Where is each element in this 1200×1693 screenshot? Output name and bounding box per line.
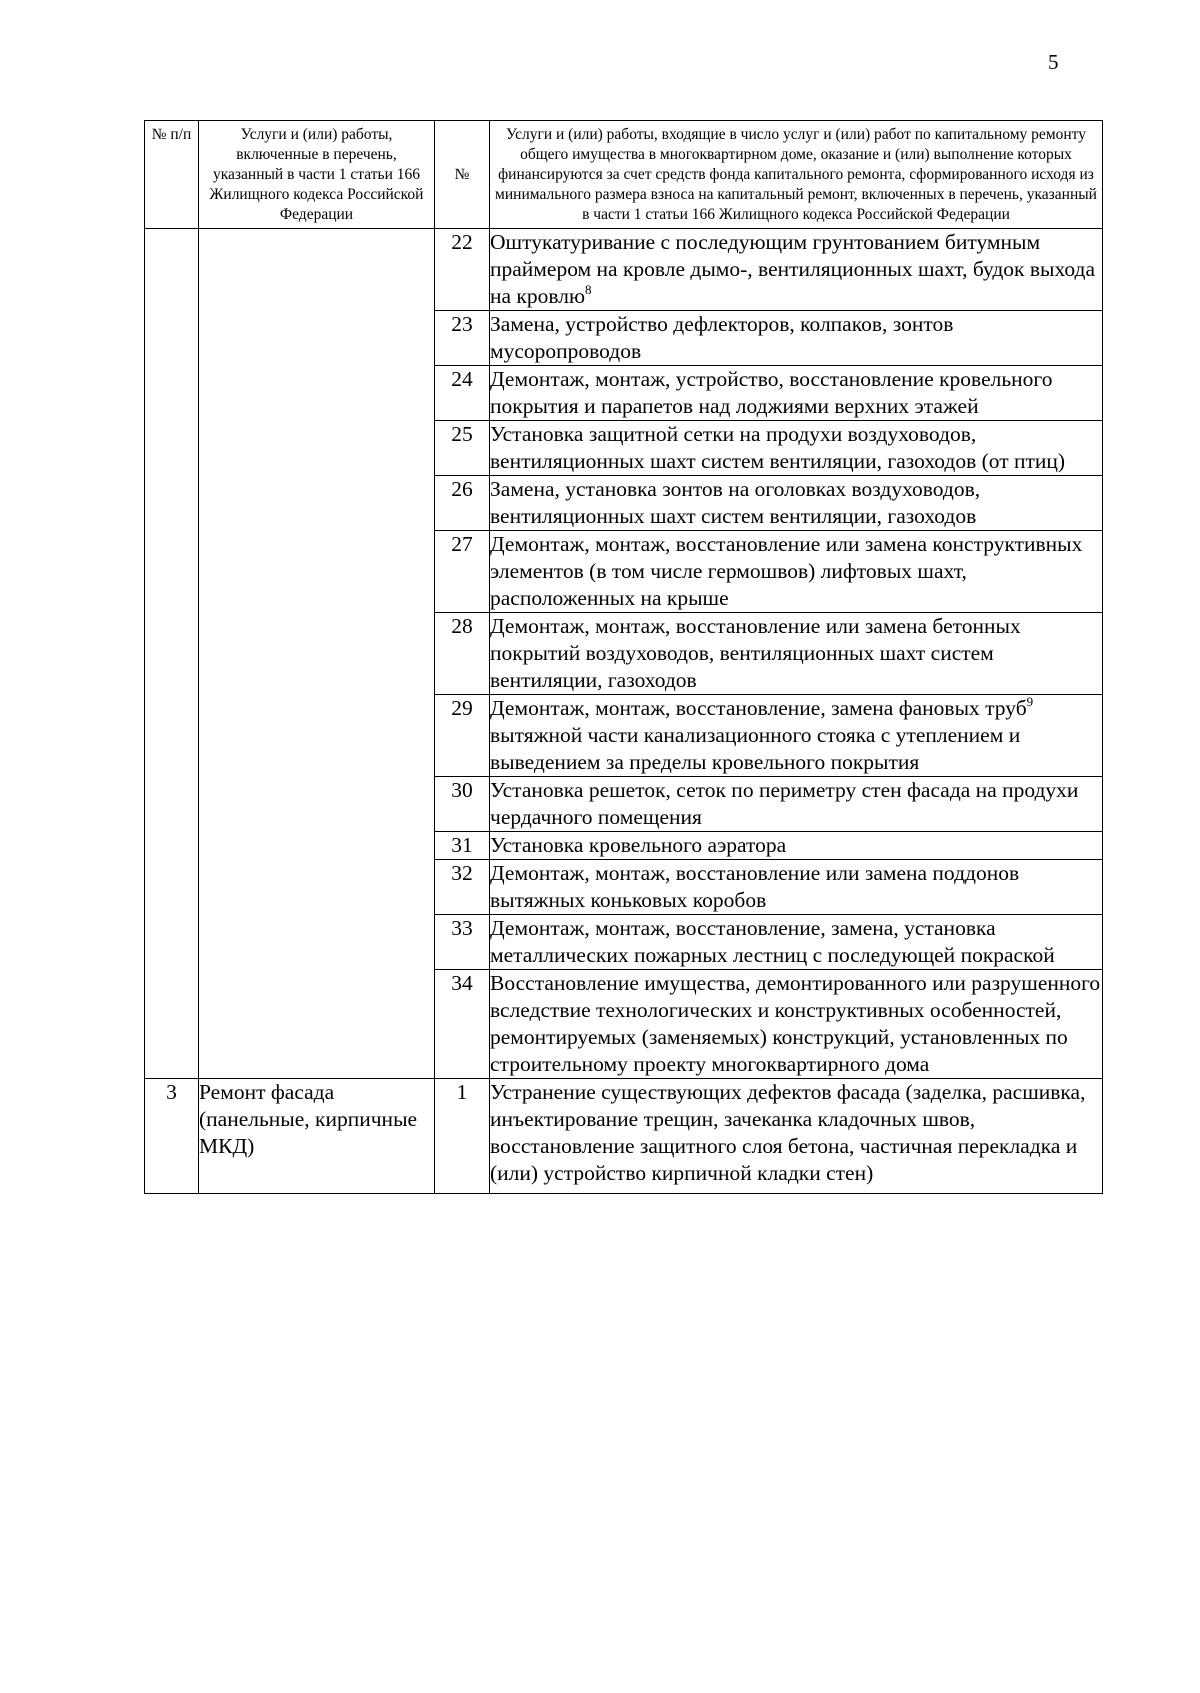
item-description: Замена, установка зонтов на оголовках воздуховодов, вентиляционных шахт систем вентиляции, газоходов	[490, 476, 1103, 531]
header-col-item-no: №	[435, 121, 490, 229]
item-text: Оштукатуривание с последующим грунтованием битумным праймером на кровле дымо-, вентиляционных шахт, будок выхода на кровлю	[490, 230, 1096, 308]
item-number: 33	[435, 915, 490, 970]
item-description	[490, 695, 1103, 777]
header-col-category: Услуги и (или) работы, включенные в перечень, указанный в части 1 статьи 166 Жилищного кодекса Российской Федерации	[199, 121, 435, 229]
item-number: 27	[435, 531, 490, 613]
item-description: Демонтаж, монтаж, восстановление или замена бетонных покрытий воздуховодов, вентиляционных шахт систем вентиляции, газоходов	[490, 613, 1103, 695]
item-number: 24	[435, 366, 490, 421]
item-description: Установка решеток, сеток по периметру стен фасада на продухи чердачного помещения	[490, 777, 1103, 832]
section-number: 3	[145, 1079, 199, 1194]
item-number: 22	[435, 229, 490, 311]
table-row-section-3	[145, 1079, 1103, 1194]
item-text: Демонтаж, монтаж, восстановление, замена фановых труб	[490, 696, 1027, 720]
footnote-ref: 8	[585, 282, 592, 297]
works-table	[144, 120, 1103, 1194]
section-num-cell-empty	[145, 229, 199, 1079]
item-number: 31	[435, 832, 490, 860]
item-number: 23	[435, 311, 490, 366]
item-number: 29	[435, 695, 490, 777]
section-name: Ремонт фасада (панельные, кирпичные МКД)	[199, 1079, 435, 1194]
section-name-cell-empty	[199, 229, 435, 1079]
item-number: 28	[435, 613, 490, 695]
item-description: Демонтаж, монтаж, восстановление или замена конструктивных элементов (в том числе гермошвов) лифтовых шахт, расположенных на крыше	[490, 531, 1103, 613]
item-number: 34	[435, 970, 490, 1079]
table-header-row	[145, 121, 1103, 229]
page-number: 5	[1048, 50, 1059, 74]
item-description: Демонтаж, монтаж, восстановление, замена, установка металлических пожарных лестниц с последующей покраской	[490, 915, 1103, 970]
item-number: 25	[435, 421, 490, 476]
item-description: Демонтаж, монтаж, восстановление или замена поддонов вытяжных коньковых коробов	[490, 860, 1103, 915]
item-description: Замена, устройство дефлекторов, колпаков, зонтов мусоропроводов	[490, 311, 1103, 366]
item-number: 26	[435, 476, 490, 531]
item-description: Устранение существующих дефектов фасада (заделка, расшивка, инъектирование трещин, зачеканка кладочных швов, восстановление защитного слоя бетона, частичная перекладка и (или) устройство кирпичной кладки стен)	[490, 1079, 1103, 1194]
item-number: 1	[435, 1079, 490, 1194]
item-number: 30	[435, 777, 490, 832]
item-description: Установка защитной сетки на продухи воздуховодов, вентиляционных шахт систем вентиляции, газоходов (от птиц)	[490, 421, 1103, 476]
table-row	[145, 229, 1103, 311]
header-col-description: Услуги и (или) работы, входящие в число услуг и (или) работ по капитальному ремонту общего имущества в многоквартирном доме, оказание и (или) выполнение которых финансируются за счет средств фонда капитального ремонта, сформированного исходя из минимального размера взноса на капитальный ремонт, включенных в перечень, указанный в части 1 статьи 166 Жилищного кодекса Российской Федерации	[490, 121, 1103, 229]
item-description	[490, 229, 1103, 311]
header-col-num: № п/п	[145, 121, 199, 229]
item-description: Восстановление имущества, демонтированного или разрушенного вследствие технологических и конструктивных особенностей, ремонтируемых (заменяемых) конструкций, установленных по строительному проекту многоквартирного дома	[490, 970, 1103, 1079]
footnote-ref: 9	[1026, 694, 1034, 709]
item-description: Демонтаж, монтаж, устройство, восстановление кровельного покрытия и парапетов над лоджиями верхних этажей	[490, 366, 1103, 421]
item-number: 32	[435, 860, 490, 915]
item-description: Установка кровельного аэратора	[490, 832, 1103, 860]
item-text: вытяжной части канализационного стояка с утеплением и выведением за пределы кровельного покрытия	[490, 723, 1021, 774]
